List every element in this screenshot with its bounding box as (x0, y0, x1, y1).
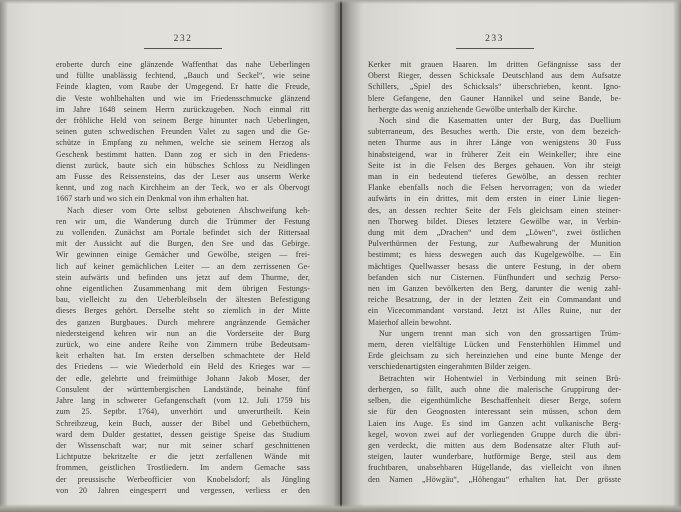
text-line: Seite ist in die Felsen des Berges gehauen. Von ihr steigt (368, 160, 621, 170)
text-line: die Veste wohlbehalten und wie im Friedensschmucke glänzend (56, 93, 310, 103)
text-line: zu vollenden. Zunächst am Portale befindet sich der Rittersaal (56, 228, 310, 238)
text-line: niedersteigend kehren wir nun an die Vorderseite der Burg (56, 328, 310, 338)
text-line: Maierhof allein bewohnt. (368, 317, 452, 327)
text-line: Nur ungern trennt man sich von den grossartigen Trüm- (379, 328, 621, 338)
text-line: verschiedenartigsten eingerahmten Bilder zeigen. (368, 362, 531, 372)
text-line: von 20 Jahren eingesperrt und vergessen, verliess er den (56, 485, 310, 495)
text-line: nen im Ganzen bevölkerten den Berg, darunter die wenig zahl- (368, 284, 621, 294)
page-number-left: 232 (173, 34, 193, 44)
text-line: dung mit dem „Drachen“ und dem „Löwen“, zwei östlichen (368, 228, 621, 238)
text-line: kegel, wovon zwei auf der vorliegenden Gruppe durch die übri- (368, 429, 621, 439)
text-line: Kerker mit grauen Haaren. Im dritten Gefängnisse sass der (368, 60, 621, 69)
text-line: des, an dessen rechter Seite der Fels gleichsam einen steiner- (368, 205, 621, 215)
text-line: Betrachten wir Hohentwiel in Verbindung mit seinen Brü- (379, 373, 621, 383)
text-line: blere Gefangene, den Gauner Hannikel und seine Bande, be- (368, 93, 621, 103)
text-line: fruchtbaren, unabsehbaren Hügellande, das vielleicht von ihnen (368, 463, 621, 473)
text-line: bestimmt; es hiess deswegen auch das Kugelgewölbe. — Ein (368, 250, 621, 260)
header-rule-right (456, 48, 534, 49)
text-line: gen verdeckt, die mitten aus dem Bodensatze alter Fluth auf- (368, 440, 621, 450)
page-right (340, 0, 681, 512)
text-line: der Wissenschaft war; nur mit seiner scharf geschnittenen (56, 440, 310, 450)
text-line: der preussische Werbeofficier von Knobelsdorf; als Jüngling (56, 474, 310, 484)
text-line: ein Vicecommandant vorstand. Jetzt ist Alles Ruine, nur der (368, 306, 621, 316)
text-line: Nach dieser vom Orte selbst gebotenen Abschweifung keh- (67, 205, 310, 215)
text-line: zurück, wo eine andere Reihe von Zimmern trübe Bedeutsam- (56, 340, 310, 350)
text-line: neten Thurme aus in ihrer Länge von wenigstens 30 Fuss (368, 138, 621, 148)
text-line: aufwärts in ein drittes, mit dem ersten in einer Linie liegen- (368, 194, 621, 204)
text-line: mächtiges Quellwasser besass die untere Festung, in der obern (368, 261, 621, 271)
text-line: stein aufwärts und befinden uns jetzt auf dem Thurme, der, (56, 272, 310, 282)
text-line: Laien ins Auge. Es sind im Ganzen acht vulkanische Berg- (368, 418, 621, 428)
text-line: Schreibzeug, kein Buch, ausser der Bibel und Gebetbüchern, (56, 418, 310, 428)
text-line: hinabsteigend, war in früherer Zeit ein Weinkeller; ihre eine (368, 149, 621, 159)
text-line: man in ein bedeutend tieferes Gewölbe, an dessen rechter (368, 172, 621, 182)
text-line: eroberte durch eine glänzende Waffenthat das nahe Ueberlingen (56, 60, 310, 69)
page-left-content (0, 0, 340, 512)
page-header-left (56, 33, 310, 49)
text-line: im Jahre 1648 seinem Herrn zurückzugeben. Noch einmal ritt (56, 104, 310, 114)
page-text-left (56, 59, 310, 496)
text-line: am Fusse des Reissensteins, das der Leser aus unserm Werke (56, 172, 310, 182)
text-line: Erde gleichsam zu sich hereinziehen und eine bunte Menge der (368, 351, 621, 361)
text-line: kennt, und zog nach Kirchheim an der Teck, wo er als Obervogt (56, 183, 310, 193)
text-line: Jahre lang in schwerer Gefangenschaft (vom 12. Juli 1759 bis (56, 396, 310, 406)
text-line: Schillers, „Spiel des Schicksals“ überschrieben, kennt. Igno- (368, 82, 621, 92)
text-line: ren wir um, die Wanderung durch die Trümmer der Festung (56, 216, 310, 226)
text-line: ohne eigentlichen Zusammenhang mit dem übrigen Festungs- (56, 284, 310, 294)
text-line: steigen, lauter wunderbare, hutförmige Berge, steil aus dem (368, 452, 621, 462)
text-line: Oberst Rieger, dessen Schicksale Deutschland aus dem Aufsatze (368, 71, 621, 81)
text-line: dienst zurück, baute sich ein hübsches Schloss zu Neidlingen (56, 160, 310, 170)
text-line: herbergte das wenig anziehende Gewölbe unterhalb der Kirche. (368, 104, 578, 114)
text-line: mern, deren vielfältige Lücken und Fensterhöhlen Himmel und (368, 340, 621, 350)
text-line: derbergen, so fällt, auch ohne die malerische Gruppirung der- (368, 384, 621, 394)
text-line: schütze in Empfang zu nehmen, welche sie seinem Herzog als (56, 138, 310, 148)
text-line: keit erhalten hat. Im ersten derselben schmachtete der Held (56, 351, 310, 361)
text-line: Consulent der württembergischen Landstände, beinahe fünf (56, 384, 310, 394)
text-line: zum 25. Septbr. 1764), unverhört und unverurtheilt. Kein (56, 407, 310, 417)
text-line: den Namen „Höwgäu“, „Höhengau“ erhalten hat. Der grösste (368, 474, 621, 484)
text-line: sie für den Geognosten interessant sein müssen, schon dem (368, 407, 621, 417)
text-line: des ganzen Burgbaues. Durch mehrere angränzende Gemächer (56, 317, 310, 327)
text-line: nen Thorweg bildet. Dieses letztere Gewölbe war, in Verbin- (368, 216, 621, 226)
text-line: mit der Aussicht auf die Burgen, den See und das Gebirge. (56, 239, 310, 249)
text-line: frommen, geistlichen Trostliedern. Im andern Gemache sass (56, 463, 310, 473)
text-line: Pulverthürmen der Festung, zur Aufbewahrung der Munition (368, 239, 621, 249)
page-header-right (368, 33, 621, 49)
header-rule-left (144, 48, 222, 49)
text-line: Flanke ebenfalls noch die Felsen hervorragen; von da wieder (368, 183, 621, 193)
text-line: der fröhliche Held von seinem Berge hinunter nach Ueberlingen, (56, 116, 310, 126)
text-line: der edle, gelehrte und freimüthige Johann Jakob Moser, der (56, 373, 310, 383)
text-line: 1667 starb und wo sich ein Denkmal von ihm erhalten hat. (56, 194, 249, 204)
page-number-right: 233 (485, 34, 504, 44)
text-line: seinen guten schwedischen Freunden Valet zu sagen und die Ge- (56, 127, 310, 137)
page-left (0, 0, 340, 512)
text-line: selben, die eigenthümliche Beschaffenheit dieser Berge, sofern (368, 396, 621, 406)
text-line: Wir gewinnen einige Gemächer und Gewölbe, steigen — frei- (56, 250, 310, 260)
text-line: subterraneum, des Besuches werth. Die erste, von dem bezeich- (368, 127, 621, 137)
text-line: bau, vielleicht zu den Ueberbleibseln der ältesten Befestigung (56, 295, 310, 305)
text-line: dieses Berges gehört. Derselbe steht so ziemlich in der Mitte (56, 306, 310, 316)
text-line: lich auf keiner gemächlichen Leiter — an dem zerrissenen Ge- (56, 261, 310, 271)
text-line: Feinde klagten, vom Raube der Umgegend. Er hatte die Freude, (56, 82, 310, 92)
text-line: reiche Besatzung, der in der letzten Zeit ein Commandant und (368, 295, 621, 305)
text-line: befanden sich nur Cisternen. Fünfhundert und sechzig Perso- (368, 272, 621, 282)
text-line: Geschenk bestimmt hatten. Dann zog er sich in den Friedens- (56, 149, 310, 159)
page-text-right (368, 59, 621, 485)
text-line: Lichtputze bekritzelte er die jetzt zerfallenen Wände mit (56, 452, 310, 462)
text-line: des Friedens — wie Wiederhold ein Held des Krieges war — (56, 362, 310, 372)
text-line: Noch sind die Kasematten unter der Burg, das Duellium (379, 116, 621, 126)
text-line: ward dem Dulder gestattet, dessen geistige Speise das Studium (56, 429, 310, 439)
text-line: und füllte unablässig fechtend, „Bauch und Seckel“, wie seine (56, 71, 310, 81)
page-right-content (340, 0, 681, 512)
